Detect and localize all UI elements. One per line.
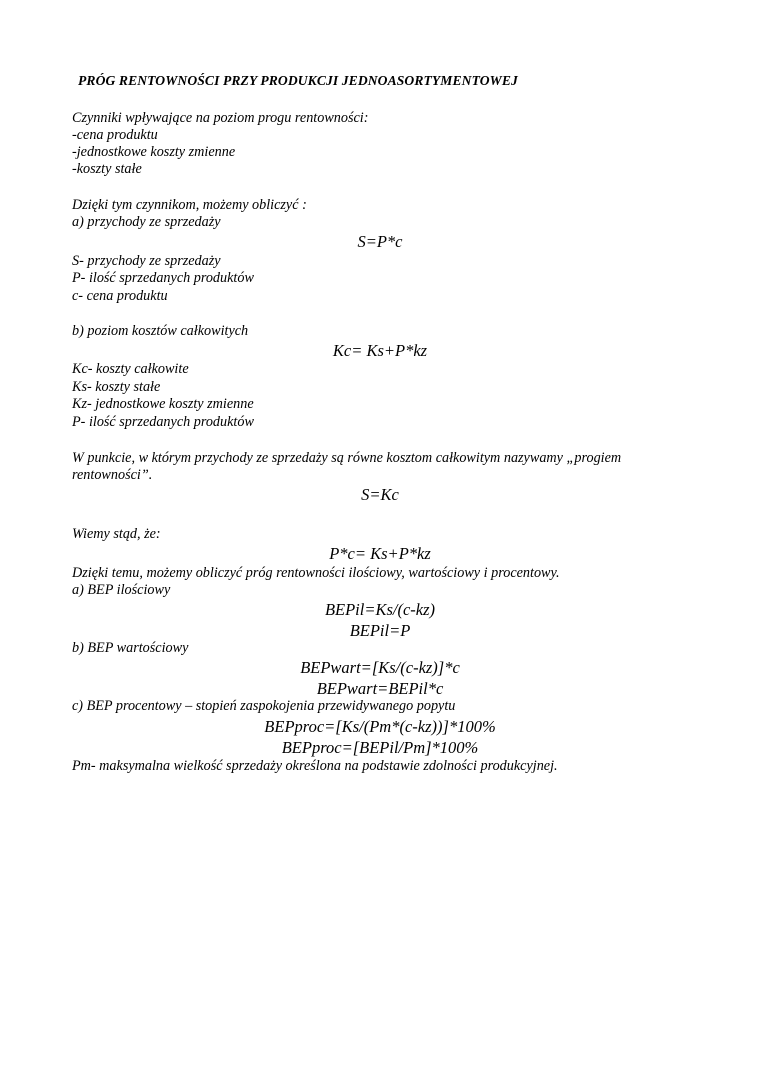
bep-formula: BEPwart=[Ks/(c-kz)]*c	[300, 658, 460, 677]
definition-line: P- ilość sprzedanych produktów	[72, 414, 254, 430]
revenue-formula: S=P*c	[357, 232, 403, 251]
section-b-heading: b) poziom kosztów całkowitych	[72, 323, 249, 339]
definition-line: Kc- koszty całkowite	[72, 361, 189, 377]
bep-definition-text: W punkcie, w którym przychody ze sprzedaży są równe kosztom całkowitym nazywamy „progiem rentowności”.	[72, 450, 622, 483]
bep-value-heading: b) BEP wartościowy	[72, 640, 189, 656]
bep-formula: BEPil=P	[349, 621, 411, 640]
definition-line: S- przychody ze sprzedaży	[72, 253, 221, 269]
definition-line: P- ilość sprzedanych produktów	[72, 270, 254, 286]
factors-heading: Czynniki wpływające na poziom progu rentowności:	[72, 110, 369, 126]
bep-formula: BEPil=Ks/(c-kz)	[324, 600, 436, 619]
section-a-heading: a) przychody ze sprzedaży	[72, 214, 221, 230]
document-title: PRÓG RENTOWNOŚCI PRZY PRODUKCJI JEDNOASORTYMENTOWEJ	[78, 73, 518, 88]
total-cost-formula: Kc= Ks+P*kz	[332, 341, 428, 360]
factor-item: -cena produktu	[72, 127, 158, 143]
derivation-intro: Wiemy stąd, że:	[72, 526, 161, 542]
bep-quantity-heading: a) BEP ilościowy	[72, 582, 171, 598]
bep-percent-heading: c) BEP procentowy – stopień zaspokojenia przewidywanego popytu	[72, 698, 456, 714]
footnote: Pm- maksymalna wielkość sprzedaży określona na podstawie zdolności produkcyjnej.	[72, 758, 558, 774]
bep-formula: BEPproc=[Ks/(Pm*(c-kz))]*100%	[264, 717, 496, 736]
factor-item: -koszty stałe	[72, 161, 142, 177]
factor-item: -jednostkowe koszty zmienne	[72, 144, 236, 160]
definition-line: c- cena produktu	[72, 288, 168, 304]
definition-line: Kz- jednostkowe koszty zmienne	[72, 396, 254, 412]
definition-line: Ks- koszty stałe	[72, 379, 161, 395]
bep-formula: BEPwart=BEPil*c	[316, 679, 444, 698]
derivation-formula: P*c= Ks+P*kz	[329, 544, 431, 563]
bep-formula: BEPproc=[BEPil/Pm]*100%	[281, 738, 479, 757]
derivation-text: Dzięki temu, możemy obliczyć próg rentowności ilościowy, wartościowy i procentowy.	[72, 565, 560, 581]
calc-intro: Dzięki tym czynnikom, możemy obliczyć :	[72, 197, 307, 213]
bep-equality-formula: S=Kc	[361, 485, 399, 504]
